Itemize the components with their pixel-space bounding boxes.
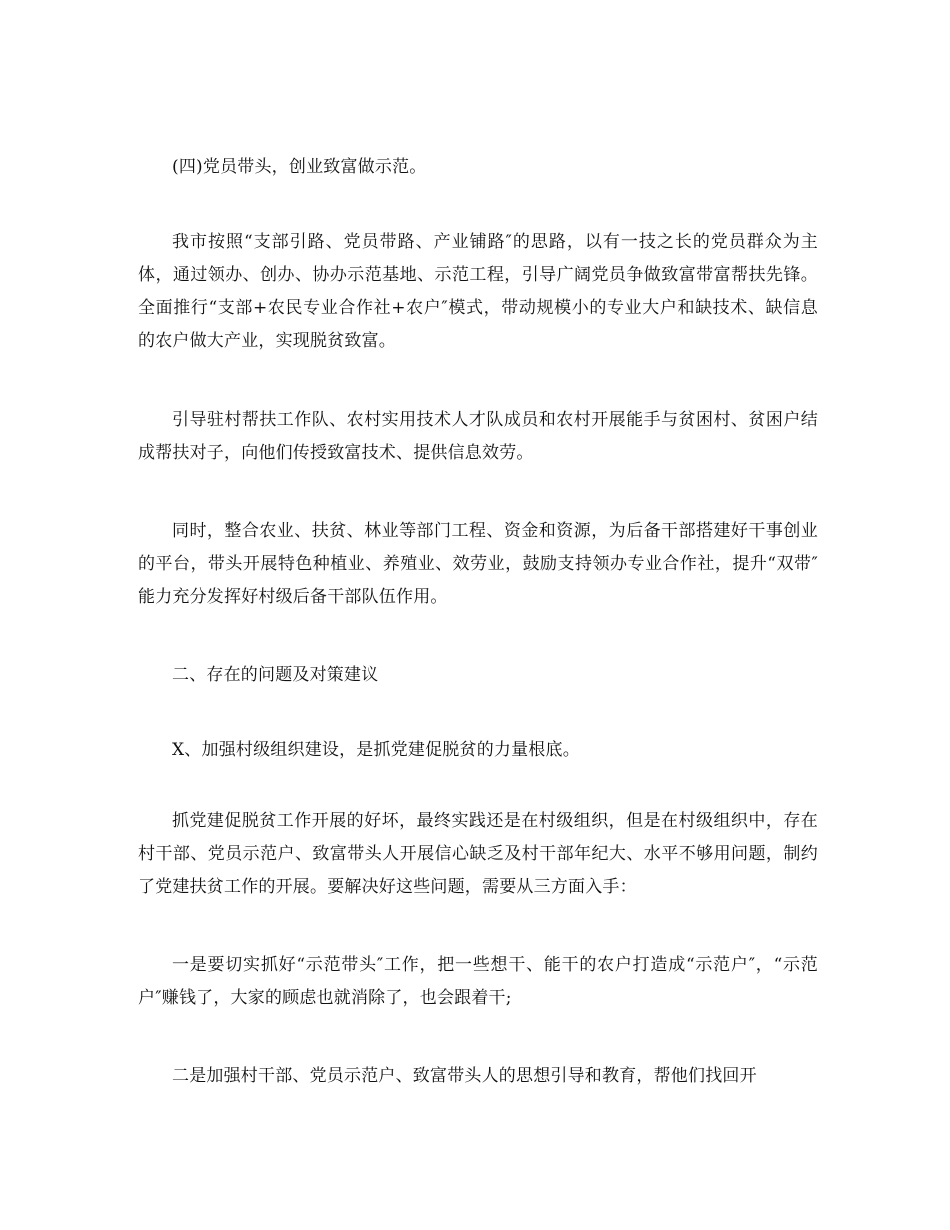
paragraph-strengthen-village: X、加强村级组织建设，是抓党建促脱贫的力量根底。	[172, 740, 580, 760]
paragraph-heading-problems: 二、存在的问题及对策建议	[172, 665, 379, 685]
paragraph-party-poverty-work: 抓党建促脱贫工作开展的好坏，最终实践还是在村级组织，但是在村级组织中，存在村干部、党员示范户、致富带头人开展信心缺乏及村干部年纪大、水平不够用问题，制约了党建扶贫工作的开展。要解决好这些问题，需要从三方面入手：	[138, 811, 818, 897]
paragraph-city-approach: 我市按照“支部引路、党员带路、产业铺路″的思路，以有一技之长的党员群众为主体，通过领办、创办、协办示范基地、示范工程，引导广阔党员争做致富带富帮扶先锋。全面推行“支部+农民专业合作社+农户″模式，带动规模小的专业大户和缺技术、缺信息的农户做大产业，实现脱贫致富。	[138, 232, 818, 351]
paragraph-heading-party-lead: (四)党员带头，创业致富做示范。	[172, 157, 427, 177]
paragraph-guide-assistance: 引导驻村帮扶工作队、农村实用技术人才队成员和农村开展能手与贫困村、贫困户结成帮扶对子，向他们传授致富技术、提供信息效劳。	[138, 410, 818, 463]
paragraph-point-two: 二是加强村干部、党员示范户、致富带头人的思想引导和教育，帮他们找回开	[172, 1066, 757, 1086]
paragraph-integrate-resources: 同时，整合农业、扶贫、林业等部门工程、资金和资源，为后备干部搭建好干事创业的平台，带头开展特色种植业、养殖业、效劳业，鼓励支持领办专业合作社，提升“双带″能力充分发挥好村级后备干部队伍作用。	[138, 521, 818, 607]
paragraph-point-one: 一是要切实抓好“示范带头″工作，把一些想干、能干的农户打造成“示范户″，“示范户″赚钱了，大家的顾虑也就消除了，也会跟着干;	[138, 955, 818, 1008]
